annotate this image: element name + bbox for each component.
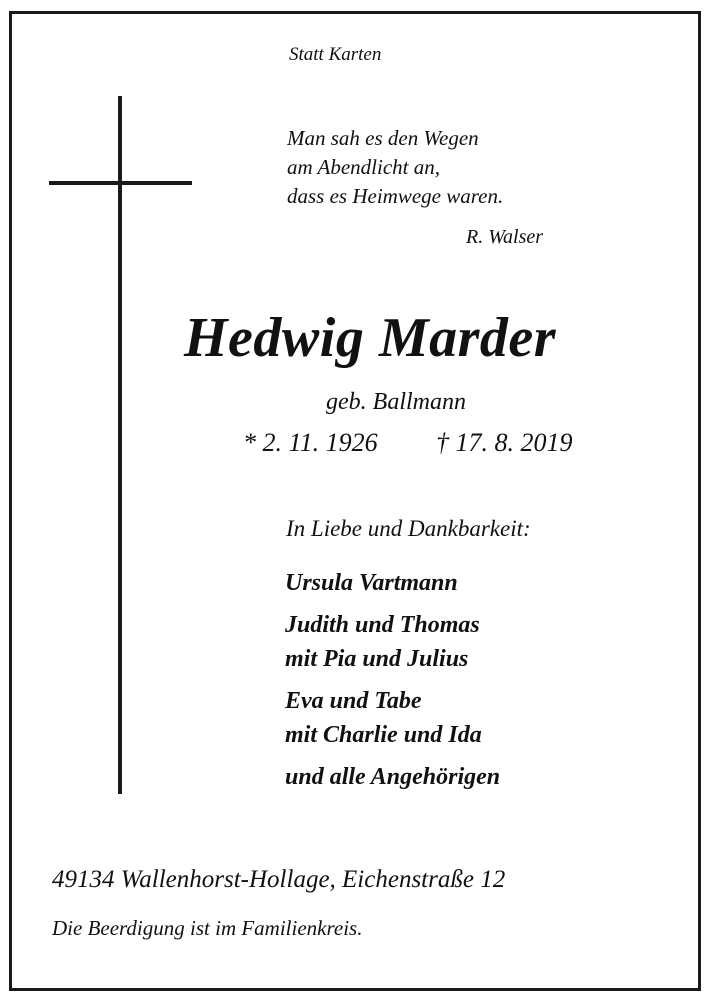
poem-line: Man sah es den Wegen <box>287 126 479 150</box>
funeral-note: Die Beerdigung ist im Familienkreis. <box>52 916 363 940</box>
birth-date: * 2. 11. 1926 <box>243 428 378 457</box>
header-statt-karten: Statt Karten <box>289 44 382 65</box>
mourner-group <box>285 684 500 752</box>
mourner-line: Ursula Vartmann <box>285 570 458 596</box>
poem-line: dass es Heimwege waren. <box>287 184 504 208</box>
maiden-name: geb. Ballmann <box>326 389 466 415</box>
mourner-group <box>285 760 500 794</box>
mourner-group <box>285 608 500 676</box>
mourners-list <box>285 566 500 802</box>
mourners-intro: In Liebe und Dankbarkeit: <box>286 516 531 541</box>
cross-vertical-bar <box>118 96 122 794</box>
poem-author: R. Walser <box>466 226 544 248</box>
mourner-line: und alle Angehörigen <box>285 764 501 790</box>
mourner-line: mit Pia und Julius <box>285 646 469 672</box>
address: 49134 Wallenhorst-Hollage, Eichenstraße 12 <box>52 866 506 893</box>
mourner-group <box>285 566 500 600</box>
death-date: † 17. 8. 2019 <box>436 428 573 457</box>
poem-line: am Abendlicht an, <box>287 155 441 179</box>
mourner-line: mit Charlie und Ida <box>285 722 482 748</box>
mourner-line: Eva und Tabe <box>285 688 422 714</box>
poem <box>287 124 503 211</box>
deceased-name: Hedwig Marder <box>184 307 557 369</box>
mourner-line: Judith und Thomas <box>285 612 480 638</box>
cross-horizontal-bar <box>49 181 192 185</box>
